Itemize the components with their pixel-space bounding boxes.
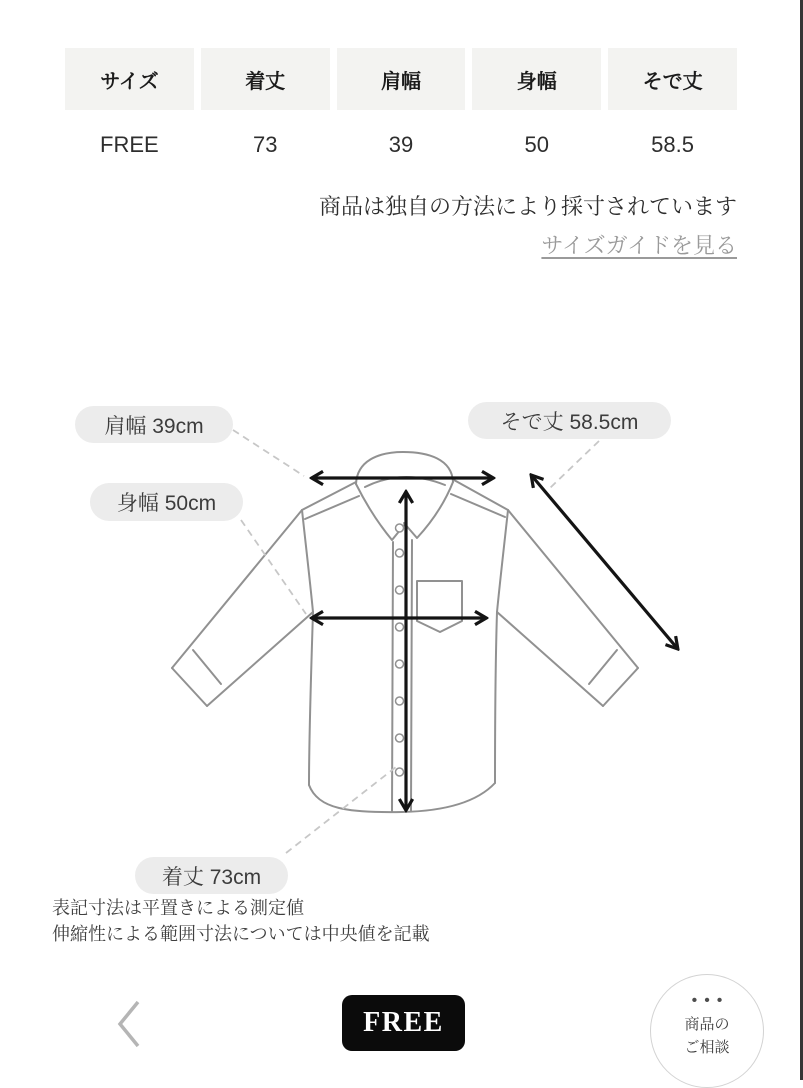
sleeve-length-label: そで丈 58.5cm	[468, 402, 671, 439]
size-guide-link[interactable]: サイズガイドを見る	[541, 233, 737, 258]
product-consult-button[interactable]	[650, 974, 764, 1088]
size-table-cell-length: 73	[252, 132, 278, 157]
footnote-line-1: 表記寸法は平置きによる測定値	[52, 898, 304, 918]
size-table-cell-width: 50	[524, 132, 550, 157]
size-table-cell-shoulder: 39	[388, 132, 414, 157]
shirt-buttons	[396, 524, 404, 776]
size-free-button[interactable]: FREE	[342, 995, 465, 1051]
size-table-header-sleeve: そで丈	[608, 48, 737, 110]
consult-button-label	[684, 1014, 729, 1059]
size-table-cell-size: FREE	[100, 132, 159, 157]
size-table-header-width: 身幅	[472, 48, 601, 110]
size-table-header-size: サイズ	[65, 48, 194, 110]
size-table-header-shoulder: 肩幅	[337, 48, 466, 110]
consult-label-line-2: ご相談	[684, 1038, 730, 1056]
back-chevron-icon[interactable]	[112, 998, 148, 1050]
diagram-footnote	[52, 895, 430, 947]
size-table-header-length: 着丈	[201, 48, 330, 110]
size-table	[65, 48, 737, 180]
shirt-diagram	[0, 385, 803, 915]
length-label: 着丈 73cm	[135, 857, 288, 894]
measurement-method-note: 商品は独自の方法により採寸されています	[318, 194, 737, 219]
consult-label-line-1: 商品の	[684, 1016, 730, 1033]
body-width-label: 身幅 50cm	[90, 483, 243, 521]
size-table-cell-sleeve: 58.5	[651, 132, 694, 157]
sleeve-length-arrow	[532, 476, 677, 648]
label-connector-lines	[233, 430, 599, 853]
ellipsis-dots-icon: •••	[691, 992, 730, 1009]
footnote-line-2: 伸縮性による範囲寸法については中央値を記載	[52, 924, 430, 944]
shoulder-width-label: 肩幅 39cm	[75, 406, 233, 443]
